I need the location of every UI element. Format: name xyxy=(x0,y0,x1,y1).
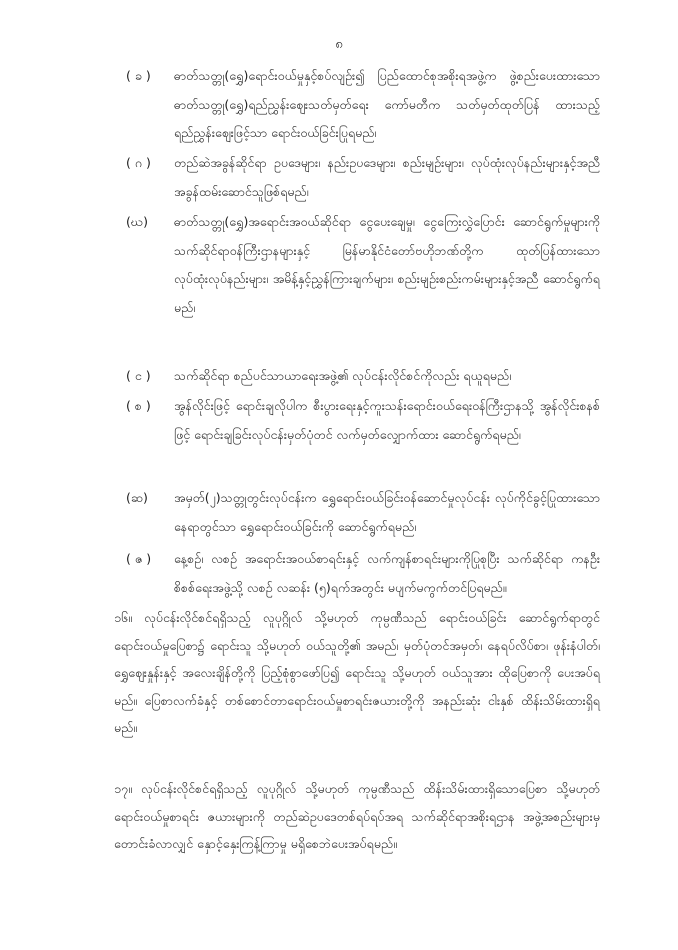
paragraph-16 xyxy=(114,604,600,742)
list-item-marker: ( ဂ ) xyxy=(126,155,151,170)
list-item-za xyxy=(114,545,600,602)
list-item-marker: (ဆ) xyxy=(126,490,148,505)
list-item-nga xyxy=(114,208,600,322)
list-item-text: သက်ဆိုင်ရာ စည်ပင်သာယာရေးအဖွဲ့၏ လုပ်ငန်းလိုင်စင်ကိုလည်း ရယူရမည်၊ xyxy=(174,368,512,383)
paragraph-text: လုပ်ငန်းလိုင်စင်ရရှိသည့် လူပုဂ္ဂိုလ် သို့မဟုတ် ကုမ္ပဏီသည် ထိန်းသိမ်းထားရှိသောပြေစာ သို့မဟုတ် ရောင်းဝယ်မှုစာရင်း ဇယားများကို တည်ဆဲဥပဒေတစ်ရပ်ရပ်အရ သက်ဆိုင်ရာအစိုးရဌာန အဖွဲ့အစည်းများမှ တောင်းခံလာလျှင် နှောင့်နှေးကြန့်ကြာမှု မရှိစေဘဲပေးအပ်ရမည်။ xyxy=(114,781,600,851)
paragraph-number: ၁၇။ xyxy=(114,781,132,796)
list-item-marker: (ဃ) xyxy=(126,214,148,229)
list-item-hsa xyxy=(114,484,600,541)
list-item-marker: ( စ ) xyxy=(126,398,151,413)
list-item-text: နေ့စဉ်၊ လစဉ် အရောင်းအဝယ်စာရင်းနှင့် လက်ကျန်စာရင်းများကိုပြုစုပြီး သက်ဆိုင်ရာ ကနဦးစိစစ်ရေးအဖွဲ့သို့ လစဉ် လဆန်း (၅)ရက်အတွင်း မပျက်မကွက်တင်ပြရမည်။ xyxy=(174,551,600,595)
list-item-nga2 xyxy=(114,362,600,391)
list-item-marker: ( င ) xyxy=(126,368,151,383)
paragraph-number: ၁၆။ xyxy=(114,610,132,625)
list-item-kha xyxy=(114,62,600,148)
paragraph-17 xyxy=(114,775,600,858)
list-item-text: အမှတ်(၂)သတ္တုတွင်းလုပ်ငန်းက ရွှေရောင်းဝယ်ခြင်းဝန်ဆောင်မှုလုပ်ငန်း လုပ်ကိုင်ခွင့်ပြုထားသောနေရာတွင်သာ ရွှေရောင်းဝယ်ခြင်းကို ဆောင်ရွက်ရမည်၊ xyxy=(174,490,600,534)
list-item-text: ဓာတ်သတ္တု(ရွှေ)ရောင်းဝယ်မှုနှင့်စပ်လျဉ်း၍ ပြည်ထောင်စုအစိုးရအဖွဲ့က ဖွဲ့စည်းပေးထားသော ဓာတ်သတ္တု(ရွှေ)ရည်ညွှန်းဈေးသတ်မှတ်ရေး ကော်မတီက သတ်မှတ်ထုတ်ပြန် ထားသည့် ရည်ညွှန်းဈေးဖြင့်သာ ရောင်းဝယ်ခြင်းပြုရမည်၊ xyxy=(174,68,600,140)
list-item-text: အွန်လိုင်းဖြင့် ရောင်းချလိုပါက စီးပွားရေးနှင့်ကူးသန်းရောင်းဝယ်ရေးဝန်ကြီးဌာနသို့ အွန်လိုင်းစနစ်ဖြင့် ရောင်းချခြင်းလုပ်ငန်းမှတ်ပုံတင် လက်မှတ်လျှောက်ထား ဆောင်ရွက်ရမည်၊ xyxy=(174,398,600,442)
list-item-text: တည်ဆဲအခွန်ဆိုင်ရာ ဥပဒေများ၊ နည်းဥပဒေများ၊ စည်းမျဉ်းများ၊ လုပ်ထုံးလုပ်နည်းများနှင့်အညီ အခွန်ထမ်းဆောင်သူဖြစ်ရမည်၊ xyxy=(174,155,600,199)
list-item-text: ဓာတ်သတ္တု(ရွှေ)အရောင်းအဝယ်ဆိုင်ရာ ငွေပေးချေမှု၊ ငွေကြေးလွှဲပြောင်း ဆောင်ရွက်မှုများကို သက်ဆိုင်ရာဝန်ကြီးဌာနများနှင့် မြန်မာနိုင်ငံတော်ဗဟိုဘဏ်တို့က ထုတ်ပြန်ထားသော လုပ်ထုံးလုပ်နည်းများ၊ အမိန့်နှင့်ညွှန်ကြားချက်များ၊ စည်းမျဉ်းစည်းကမ်းများနှင့်အညီ ဆောင်ရွက်ရမည်၊ xyxy=(174,214,600,315)
list-item-sa xyxy=(114,392,600,449)
page-number: ၈ xyxy=(335,37,343,52)
list-item-ga xyxy=(114,149,600,206)
list-item-marker: ( ခ ) xyxy=(126,68,151,83)
list-item-marker: ( ဇ ) xyxy=(126,551,152,566)
paragraph-text: လုပ်ငန်းလိုင်စင်ရရှိသည့် လူပုဂ္ဂိုလ် သို့မဟုတ် ကုမ္ပဏီသည် ရောင်းဝယ်ခြင်း ဆောင်ရွက်ရာတွင် ရောင်းဝယ်မှုပြေစာ၌ ရောင်းသူ သို့မဟုတ် ဝယ်သူတို့၏ အမည်၊ မှတ်ပုံတင်အမှတ်၊ နေရပ်လိပ်စာ၊ ဖုန်းနံပါတ်၊ ရွှေဈေးနှုန်းနှင့် အလေးချိန်တို့ကို ပြည့်စုံစွာဖော်ပြ၍ ရောင်းသူ သို့မဟုတ် ဝယ်သူအား ထိုပြေစာကို ပေးအပ်ရမည်။ ပြေစာလက်ခံနှင့် တစ်စောင်တာရောင်းဝယ်မှုစာရင်းဇယားတို့ကို အနည်းဆုံး ငါးနှစ် ထိန်းသိမ်းထားရှိရမည်။ xyxy=(114,610,600,735)
